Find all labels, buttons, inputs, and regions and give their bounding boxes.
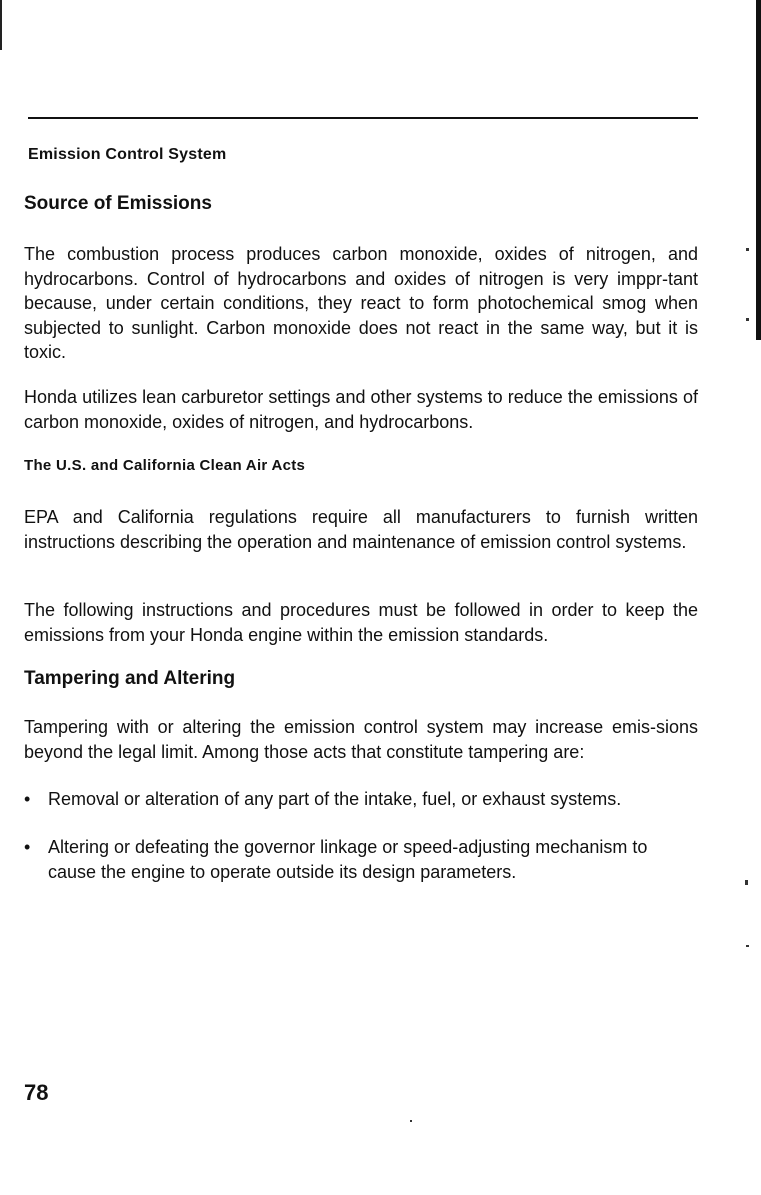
heading-tampering-altering: Tampering and Altering bbox=[24, 668, 236, 689]
heading-clean-air-acts: The U.S. and California Clean Air Acts bbox=[24, 457, 306, 474]
list-item-text: Removal or alteration of any part of the intake, fuel, or exhaust systems. bbox=[48, 789, 622, 809]
scan-speck bbox=[746, 945, 749, 947]
paragraph-combustion: The combustion process produces carbon monoxide, oxides of nitrogen, and hydrocarbons. Control of hydrocarbons and oxides of nitrogen is very imppr-tant because, under certain conditions, they react to form photochemical smog when subjected to sunlight. Carbon monoxide does not react in the same way, but it is toxic. bbox=[24, 244, 698, 362]
header-rule bbox=[28, 117, 698, 119]
scan-speck bbox=[745, 880, 748, 885]
heading-source-of-emissions: Source of Emissions bbox=[24, 193, 212, 214]
page-number: 78 bbox=[24, 1080, 49, 1105]
section-title: Emission Control System bbox=[28, 146, 227, 163]
paragraph-tampering-intro: Tampering with or altering the emission control system may increase emis-sions beyond the legal limit. Among those acts that constitute tampering are: bbox=[24, 717, 698, 762]
bullet-dot-icon: • bbox=[24, 837, 31, 857]
bullet-dot-icon: • bbox=[24, 789, 31, 809]
paragraph-honda-lean-settings: Honda utilizes lean carburetor settings and other systems to reduce the emissions of carbon monoxide, oxides of nitrogen, and hydrocarbons. bbox=[24, 387, 698, 432]
list-item-text: Altering or defeating the governor linkage or speed-adjusting mechanism to cause the engine to operate outside its design parameters. bbox=[48, 837, 648, 882]
paragraph-following-instructions: The following instructions and procedures must be followed in order to keep the emissions from your Honda engine within the emission standards. bbox=[24, 600, 698, 645]
scan-edge-left bbox=[0, 0, 2, 50]
list-item bbox=[24, 835, 698, 884]
scan-speck bbox=[746, 248, 749, 251]
list-item bbox=[24, 787, 698, 812]
scan-edge-right bbox=[756, 0, 761, 340]
scan-speck bbox=[410, 1120, 412, 1122]
scan-speck bbox=[746, 318, 749, 321]
paragraph-epa-regulations: EPA and California regulations require all manufacturers to furnish written instructions describing the operation and maintenance of emission control systems. bbox=[24, 507, 698, 552]
